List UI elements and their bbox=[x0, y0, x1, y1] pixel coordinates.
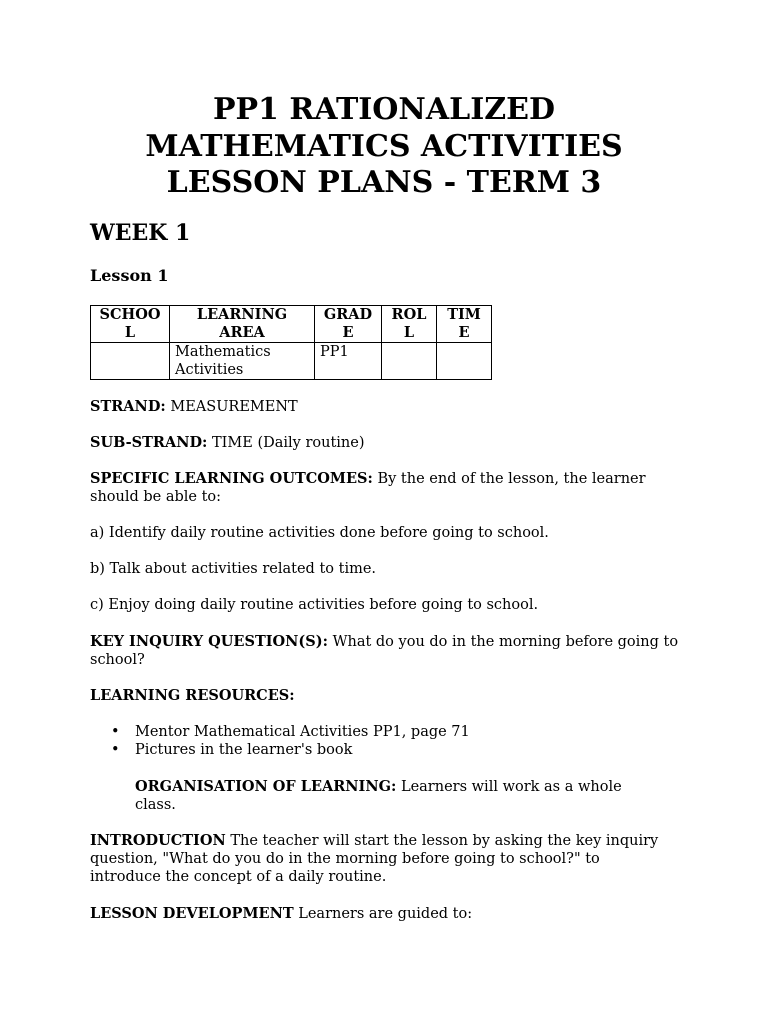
cell-roll bbox=[382, 343, 437, 380]
lesson-info-table bbox=[90, 305, 492, 380]
header-time: TIM E bbox=[437, 306, 492, 343]
development-paragraph bbox=[90, 905, 680, 923]
introduction-paragraph bbox=[90, 832, 670, 886]
organisation-label: ORGANISATION OF LEARNING: bbox=[135, 778, 397, 795]
cell-learning-area: Mathematics Activities bbox=[170, 343, 315, 380]
resources-list bbox=[90, 723, 470, 759]
lesson-heading: Lesson 1 bbox=[90, 266, 169, 285]
organisation-value: Learners will work as a whole class. bbox=[135, 779, 622, 813]
title-line-3: LESSON PLANS - TERM 3 bbox=[166, 165, 602, 200]
strand-value: MEASUREMENT bbox=[165, 399, 298, 415]
bullet-icon: • bbox=[111, 742, 120, 758]
development-label: LESSON DEVELOPMENT bbox=[90, 905, 294, 922]
inquiry-label: KEY INQUIRY QUESTION(S): bbox=[90, 633, 328, 650]
outcomes-paragraph bbox=[90, 470, 680, 506]
outcome-item: b) Talk about activities related to time. bbox=[90, 561, 377, 577]
week-heading: WEEK 1 bbox=[90, 220, 191, 246]
introduction-label: INTRODUCTION bbox=[90, 832, 226, 849]
substrand-value: TIME (Daily routine) bbox=[207, 435, 365, 451]
header-school: SCHOO L bbox=[91, 306, 170, 343]
introduction-value: The teacher will start the lesson by asking the key inquiry question, "What do you do in the morning before going to school?" to introduce the concept of a daily routine. bbox=[90, 833, 659, 885]
list-item: • Mentor Mathematical Activities PP1, page 71 bbox=[111, 724, 470, 740]
cell-grade: PP1 bbox=[315, 343, 382, 380]
cell-time bbox=[437, 343, 492, 380]
page-title bbox=[0, 92, 768, 202]
table-header-row bbox=[91, 306, 492, 343]
outcome-item: c) Enjoy doing daily routine activities before going to school. bbox=[90, 597, 539, 613]
strand-label: STRAND: bbox=[90, 398, 166, 415]
inquiry-value: What do you do in the morning before going to school? bbox=[90, 634, 679, 668]
outcomes-value: By the end of the lesson, the learner should be able to: bbox=[90, 471, 646, 505]
header-grade: GRAD E bbox=[315, 306, 382, 343]
bullet-icon: • bbox=[111, 724, 120, 740]
strand-paragraph bbox=[90, 398, 680, 416]
title-line-2: MATHEMATICS ACTIVITIES bbox=[145, 128, 623, 164]
organisation-paragraph bbox=[135, 778, 655, 814]
inquiry-paragraph bbox=[90, 633, 680, 669]
resources-label: LEARNING RESOURCES: bbox=[90, 687, 295, 704]
list-item: • Pictures in the learner's book bbox=[111, 742, 353, 758]
cell-school bbox=[91, 343, 170, 380]
resources-paragraph bbox=[90, 687, 680, 705]
outcome-item: a) Identify daily routine activities done before going to school. bbox=[90, 525, 549, 541]
outcomes-label: SPECIFIC LEARNING OUTCOMES: bbox=[90, 470, 373, 487]
header-roll: ROL L bbox=[382, 306, 437, 343]
title-line-1: PP1 RATIONALIZED bbox=[212, 92, 556, 127]
substrand-paragraph bbox=[90, 434, 680, 452]
header-learning-area: LEARNING AREA bbox=[170, 306, 315, 343]
substrand-label: SUB-STRAND: bbox=[90, 434, 208, 451]
development-value: Learners are guided to: bbox=[293, 906, 473, 922]
table-row bbox=[91, 343, 492, 380]
